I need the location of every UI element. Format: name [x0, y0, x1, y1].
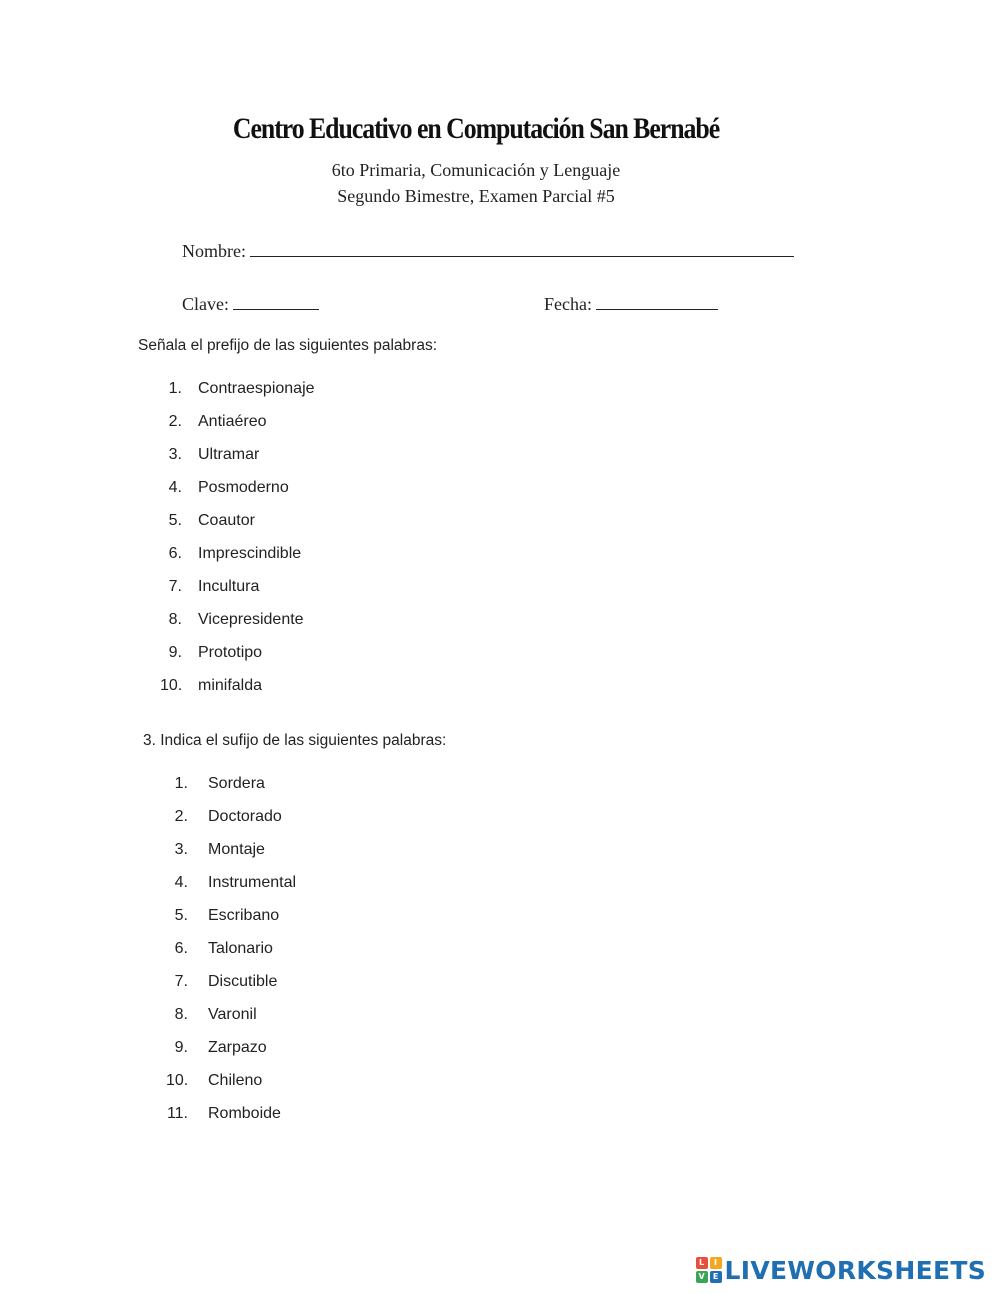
- list-item-word: Incultura: [198, 578, 260, 595]
- list-item-word: Coautor: [198, 512, 255, 529]
- list-item-number: 10.: [160, 677, 183, 694]
- list-item-word: Varonil: [208, 1006, 257, 1023]
- list-item: [160, 477, 289, 499]
- document-title: Centro Educativo en Computación San Bernabé: [232, 112, 720, 145]
- list-item: [160, 510, 255, 532]
- section2-instruction: 3. Indica el sufijo de las siguientes palabras:: [143, 732, 447, 749]
- fecha-label: Fecha:: [544, 294, 592, 314]
- list-item-word: Chileno: [208, 1072, 263, 1089]
- list-item-word: Zarpazo: [208, 1039, 267, 1056]
- list-item: [160, 642, 263, 664]
- list-item: [160, 444, 260, 466]
- fecha-blank[interactable]: [596, 293, 718, 310]
- list-item-number: 8.: [174, 1006, 188, 1023]
- list-item: [166, 971, 278, 993]
- list-item-word: Contraespionaje: [198, 380, 315, 397]
- list-item-number: 4.: [174, 874, 188, 891]
- list-item-number: 2.: [174, 808, 188, 825]
- list-item-word: minifalda: [198, 677, 263, 694]
- list-item-word: Ultramar: [198, 446, 260, 463]
- list-item-number: 1.: [168, 380, 182, 397]
- list-item: [166, 1070, 263, 1092]
- clave-field: [182, 293, 319, 315]
- list-item-word: Antiaéreo: [198, 413, 267, 430]
- badge-letter: V: [696, 1271, 708, 1283]
- list-item-number: 2.: [168, 413, 182, 430]
- list-item-number: 3.: [174, 841, 188, 858]
- list-item-number: 5.: [168, 512, 182, 529]
- list-item: [166, 1004, 257, 1026]
- list-item-number: 11.: [166, 1105, 188, 1122]
- list-item-number: 9.: [168, 644, 182, 661]
- list-item-word: Romboide: [208, 1105, 281, 1122]
- nombre-label: Nombre:: [182, 241, 246, 261]
- list-item: [166, 905, 280, 927]
- liveworksheets-logo: [696, 1254, 986, 1286]
- list-item-word: Prototipo: [198, 644, 263, 661]
- list-item-number: 6.: [174, 940, 188, 957]
- list-item-number: 1.: [174, 775, 188, 792]
- list-item-word: Montaje: [208, 841, 265, 858]
- list-item-word: Instrumental: [208, 874, 297, 891]
- list-item-word: Vicepresidente: [198, 611, 304, 628]
- list-item-number: 5.: [174, 907, 188, 924]
- nombre-field: [182, 240, 794, 262]
- document-subtitle-grade: 6to Primaria, Comunicación y Lenguaje: [331, 160, 621, 180]
- list-item-number: 6.: [168, 545, 182, 562]
- list-item: [166, 839, 265, 861]
- badge-letter: I: [710, 1257, 722, 1269]
- list-item-word: Sordera: [208, 775, 265, 792]
- list-item-number: 4.: [168, 479, 182, 496]
- list-item: [166, 806, 282, 828]
- list-item: [166, 1103, 281, 1125]
- fecha-field: [544, 293, 718, 315]
- list-item-word: Posmoderno: [198, 479, 289, 496]
- list-item: [166, 773, 265, 795]
- liveworksheets-badge-icon: [696, 1257, 722, 1283]
- section1-instruction: Señala el prefijo de las siguientes palabras:: [138, 337, 437, 354]
- list-item-number: 10.: [166, 1072, 189, 1089]
- list-item-number: 7.: [168, 578, 182, 595]
- clave-label: Clave:: [182, 294, 229, 314]
- list-item-number: 8.: [168, 611, 182, 628]
- list-item-word: Talonario: [208, 940, 273, 957]
- document-subtitle-exam: Segundo Bimestre, Examen Parcial #5: [337, 186, 615, 206]
- list-item-number: 7.: [174, 973, 188, 990]
- list-item-word: Imprescindible: [198, 545, 302, 562]
- list-item: [160, 378, 315, 400]
- clave-blank[interactable]: [233, 293, 319, 310]
- list-item-word: Discutible: [208, 973, 278, 990]
- list-item-number: 3.: [168, 446, 182, 463]
- badge-letter: L: [696, 1257, 708, 1269]
- list-item: [160, 543, 302, 565]
- list-item: [160, 576, 260, 598]
- badge-letter: E: [710, 1271, 722, 1283]
- list-item: [166, 872, 297, 894]
- list-item: [160, 411, 267, 433]
- liveworksheets-logo-text: LIVEWORKSHEETS: [724, 1255, 986, 1285]
- list-item: [160, 609, 304, 631]
- nombre-blank[interactable]: [250, 240, 794, 257]
- list-item-number: 9.: [174, 1039, 188, 1056]
- list-item: [166, 938, 273, 960]
- list-item: [166, 1037, 267, 1059]
- list-item-word: Doctorado: [208, 808, 282, 825]
- list-item: [160, 675, 263, 697]
- list-item-word: Escribano: [208, 907, 280, 924]
